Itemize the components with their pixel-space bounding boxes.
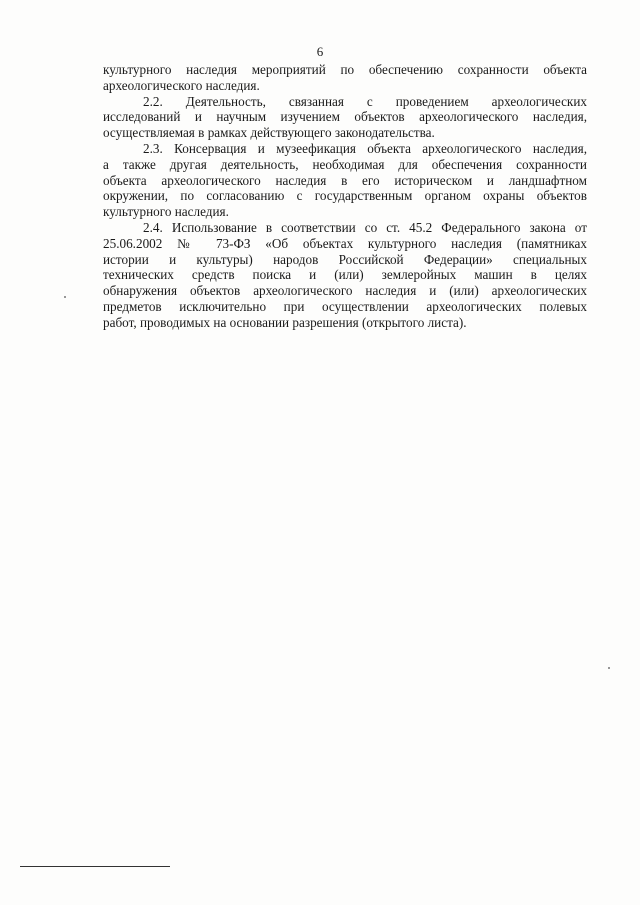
text-line: технических средств поиска и (или) землеройных машин в целях <box>103 267 587 283</box>
text-line: культурного наследия мероприятий по обеспечению сохранности объекта <box>103 62 587 77</box>
scan-speck <box>608 667 610 669</box>
text-line: культурного наследия. <box>103 204 229 220</box>
text-line: археологического наследия. <box>103 77 260 93</box>
scan-speck <box>64 296 66 298</box>
footer-rule <box>20 866 170 867</box>
text-line: окружении, по согласованию с государственным органом охраны объектов <box>103 188 587 204</box>
text-line: работ, проводимых на основании разрешения (открытого листа). <box>103 314 467 330</box>
paragraph-continuation <box>103 62 587 94</box>
paragraph-2-2 <box>103 94 587 141</box>
text-line: обнаружения объектов археологического наследия и (или) археологических <box>103 283 587 299</box>
text-line: 2.4. Использование в соответствии со ст. 45.2 Федерального закона от <box>143 219 587 235</box>
text-line: 2.2. Деятельность, связанная с проведением археологических <box>143 93 587 109</box>
document-body <box>103 62 587 331</box>
text-line: исследований и научным изучением объектов археологического наследия, <box>103 109 587 125</box>
paragraph-2-4 <box>103 220 587 331</box>
paragraph-2-3 <box>103 141 587 220</box>
text-line: объекта археологического наследия в его историческом и ландшафтном <box>103 172 587 188</box>
text-line: осуществляемая в рамках действующего законодательства. <box>103 125 435 141</box>
text-line: истории и культуры) народов Российской Федерации» специальных <box>103 251 587 267</box>
text-line: 2.3. Консервация и музеефикация объекта археологического наследия, <box>143 140 587 156</box>
text-line: предметов исключительно при осуществлении археологических полевых <box>103 298 587 314</box>
text-line: а также другая деятельность, необходимая для обеспечения сохранности <box>103 156 587 172</box>
page-number: 6 <box>316 44 324 59</box>
text-line: 25.06.2002 № 73-ФЗ «Об объектах культурного наследия (памятниках <box>103 235 587 251</box>
